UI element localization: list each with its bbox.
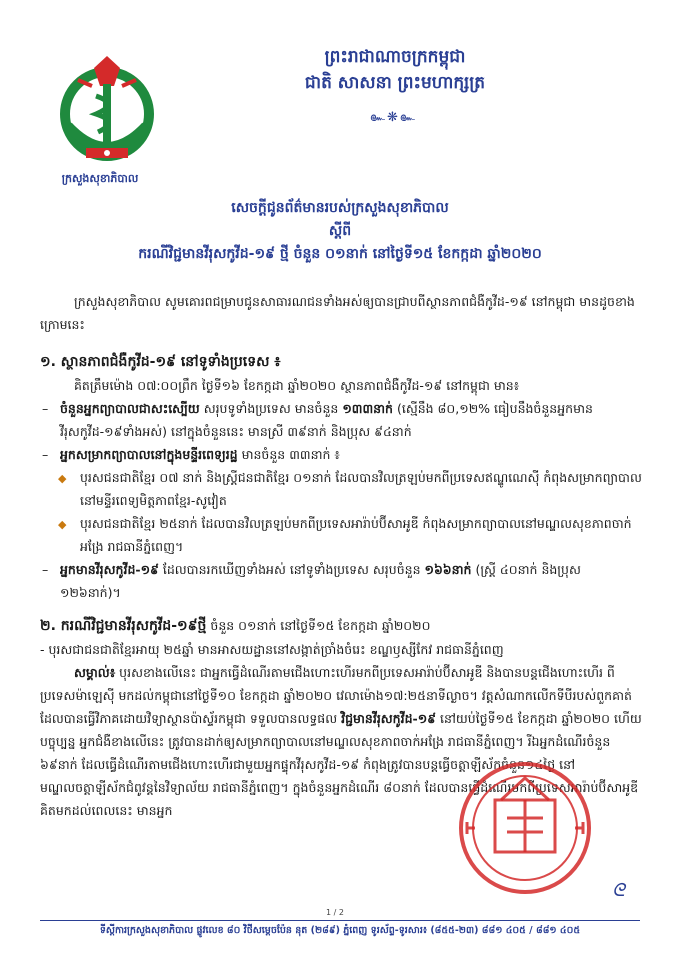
note-text: បុរសខាងលើនេះ ជាអ្នកធ្វើដំណើរតាមជើងហោះហើរមកពីប្រទេសអារ៉ាប់ប៊ីសាអូឌី និងបានបន្តជើងហោះហើរ ពីប្រទេសម៉ាឡេស៊ី មកដល់កម្ពុជានៅថ្ងៃទី១០ ខែកក្កដា ឆ្នាំ២០២០ វេលាម៉ោង១៧:២៥នាទីល្ងាច។ វត្តសំណាកលើកទីបីរបស់ពួកគាត់ ដែលបានធ្វើវិភាគដោយវិទ្យាស្ថានប៉ាស្ទ័រកម្ពុជា ទទួលបានលទ្ធផល — [40, 665, 632, 726]
ornament: ๛❋๛ — [370, 110, 417, 125]
announcement-title — [40, 196, 640, 266]
total-label: អ្នកមានវីរុសកូវីដ-១៩ — [60, 562, 159, 577]
section-1-heading: ១. ស្ថានភាពជំងឺកូវីដ-១៩ នៅទូទាំងប្រទេស ៖ — [40, 354, 281, 370]
intro-paragraph: ក្រសួងសុខាភិបាល សូមគោរពជម្រាបជូនសាធារណជនទាំងអស់ឲ្យបានជ្រាបពីស្ថានភាពជំងឺកូវីដ-១៩ នៅកម្ពុជា មានដូចខាងក្រោមនេះ — [40, 294, 635, 332]
recovered-text: សរុបទូទាំងប្រទេស មានចំនួន — [199, 401, 343, 416]
recovered-count: ១៣៣នាក់ — [342, 401, 393, 416]
recovered-tail: (ស្មើនឹង ៨០,១២% ធៀបនឹងចំនួនអ្នកមានវីរុសកូវីដ-១៩ទាំងអស់) នៅក្នុងចំនួននេះ មានស្រី ៣៩នាក់ និងប្រុស ៩៤នាក់ — [60, 401, 593, 439]
signature-mark: ᘓ — [612, 880, 625, 901]
title-line-1: សេចក្តីជូនព័ត៌មានរបស់ក្រសួងសុខាភិបាល — [231, 200, 449, 216]
sub-item-1 — [40, 466, 645, 512]
total-tail: (ស្ត្រី ៤០នាក់ និងប្រុស ១២៦នាក់)។ — [60, 562, 581, 600]
section-1-lead: គិតត្រឹមម៉ោង ០៧:០០ព្រឹក ថ្ងៃទី១៦ ខែកក្កដា ឆ្នាំ២០២០ ស្ថានភាពជំងឺកូវីដ-១៩ នៅកម្ពុជា មាន៖ — [74, 378, 520, 393]
official-stamp-icon — [455, 748, 595, 908]
title-line-3: ករណីវិជ្ជមានវីរុសកូវីដ-១៩ ថ្មី ចំនួន ០១នាក់ នៅថ្ងៃទី១៥ ខែកក្កដា ឆ្នាំ២០២០ — [138, 246, 542, 262]
kingdom-title: ព្រះរាជាណាចក្រកម្ពុជា — [324, 47, 466, 67]
footer-address: ទីស្តីការក្រសួងសុខាភិបាល ផ្លូវលេខ ៨០ វិថីសម្តេចប៉ែន នុត (២៨៩) ភ្នំពេញ ទូរស័ព្ទ-ទូរសារ៖ (៨៥៥-២៣) ៨៨១ ៤០៥ / ៨៨១ ៤០៥ — [99, 925, 581, 936]
total-item — [40, 558, 645, 604]
kingdom-header — [200, 44, 590, 96]
title-line-2: ស្តីពី — [328, 223, 352, 239]
hospital-label: អ្នកសម្រាកព្យាបាលនៅក្នុងមន្ទីរពេទ្យរដ្ឋ — [60, 447, 238, 462]
ministry-name: ក្រសួងសុខាភិបាល — [61, 172, 139, 185]
recovered-label: ចំនួនអ្នកព្យាបាលជាសះស្បើយ — [60, 401, 200, 416]
section-2-heading — [40, 614, 645, 638]
note-label: សម្គាល់៖ — [74, 665, 116, 680]
total-text: ដែលបានរកឃើញទាំងអស់ នៅទូទាំងប្រទេស សរុបចំនួន — [158, 562, 425, 577]
document-body — [40, 290, 645, 822]
national-motto: ជាតិ សាសនា ព្រះមហាក្សត្រ — [304, 73, 486, 93]
footer-divider — [40, 920, 640, 921]
section-2-heading-tail: ចំនួន ០១នាក់ នៅថ្ងៃទី១៥ ខែកក្កដា ឆ្នាំ២០២០ — [206, 618, 431, 633]
section-2-heading-bold: ២. ករណីវិជ្ជមានវីរុសកូវីដ-១៩ថ្មី — [40, 618, 207, 634]
hospital-item — [40, 443, 645, 466]
case-line: - បុរសជាជនជាតិខ្មែរអាយុ ២៥ឆ្នាំ មានអាសយដ្ឋាននៅសង្កាត់ច្រាំងចំរេះ ខណ្ឌឫស្សីកែវ រាជធានីភ្នំពេញ — [40, 642, 504, 657]
bullet-icon: ◆ — [58, 472, 67, 485]
bullet-icon: ◆ — [58, 518, 67, 531]
note-tail: នៅយប់ថ្ងៃទី១៥ ខែកក្កដា ឆ្នាំ២០២០ ហើយបច្ចុប្បន្ន អ្នកជំងឺខាងលើនេះ ត្រូវបានដាក់ឲ្យសម្រាកព្យាបាលនៅមណ្ឌលសុខភាពចាក់អង្រែ រាជធានីភ្នំពេញ។ រីឯអ្នកដំណើរចំនួន ៦៩នាក់ ដែលធ្វើដំណើរតាមជើងហោះហើរជាមួយអ្នកផ្ទុកវីរុសកូវីដ-១៩ កំពុងត្រូវបានបន្តធ្វើចត្តាឡីស័កចំនួន១៤ថ្ងៃ នៅមណ្ឌលចត្តាឡីស័កជំពូវន្តនៃវិទ្យាល័យ រាជធានីភ្នំពេញ។ ក្នុងចំនួនអ្នកដំណើរ ៨០នាក់ ដែលបានធ្វើដំណើរមកពីប្រទេសអារ៉ាប់ប៊ីសាអូឌី គិតមកដល់ពេលនេះ មានអ្នក — [40, 711, 642, 818]
ministry-logo-icon — [48, 56, 166, 168]
total-count: ១៦៦នាក់ — [424, 562, 472, 577]
hospital-text: មានចំនួន ៣៣នាក់ ៖ — [237, 447, 340, 462]
sub-item-1-text: បុរសជនជាតិខ្មែរ ០៧ នាក់ និងស្ត្រីជនជាតិខ្មែរ ០១នាក់ ដែលបានវិលត្រឡប់មកពីប្រទេសឥណ្ឌូណេស៊ី កំពុងសម្រាកព្យាបាលនៅមន្ទីរពេទ្យមិត្តភាពខ្មែរ-សូវៀត — [80, 470, 642, 508]
page-number: 1 / 2 — [326, 908, 344, 917]
recovered-item — [40, 397, 645, 443]
sub-item-2 — [40, 512, 645, 558]
note-bold: វិជ្ជមានវីរុសកូវីដ-១៩ — [341, 711, 437, 726]
sub-item-2-text: បុរសជនជាតិខ្មែរ ២៥នាក់ ដែលបានវិលត្រឡប់មកពីប្រទេសអារ៉ាប់ប៊ីសាអូឌី កំពុងសម្រាកព្យាបាលនៅមណ្ឌលសុខភាពចាក់អង្រែ រាជធានីភ្នំពេញ។ — [80, 516, 632, 554]
